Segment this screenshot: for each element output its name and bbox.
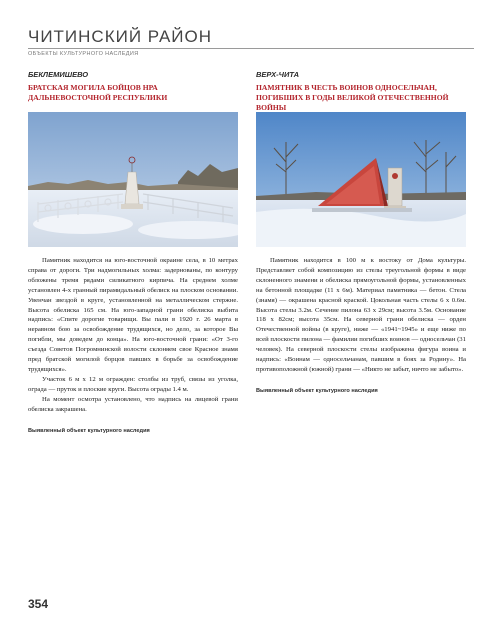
right-photo-image xyxy=(256,112,466,247)
left-monument-heading: БРАТСКАЯ МОГИЛА БОЙЦОВ НРА ДАЛЬНЕВОСТОЧНОЙ РЕСПУБЛИКИ xyxy=(28,83,168,102)
left-article xyxy=(28,70,238,434)
left-photo-mass-grave xyxy=(28,112,238,247)
left-photo-image xyxy=(28,112,238,247)
right-article xyxy=(256,70,466,394)
right-paragraph: Памятник находится в 100 м к востоку от Дома культуры. Представляет собой композицию из стелы треугольной формы в виде склоненного знамени и обелиска прямоугольной формы, установленных на бетонной площадке (11 х 6м). Материал памятника — бетон. Стела (знамя) — окрашена красной краской. Цокольная часть стелы 6 х 0.6м. Высота стелы 3.2м. Сечение пилона 63 х 29см; высота 3.5м. Основание 118 х 82см; высота 35см. На северной грани обелиска — орден Отечественной войны (в круге), ниже — «1941~1945» и еще ниже по всей плоскости пилона — фамилии погибших воинов — односельчан (31 человек). На северной плоскости стелы изображена фигура воина и надпись: «Воинам — односельчанам, павшим в боях за Родину». На противоположной (южной) грани — «Никто не забыт, ничто не забыто». xyxy=(256,257,466,373)
section-subtitle: ОБЪЕКТЫ КУЛЬТУРНОГО НАСЛЕДИЯ xyxy=(28,51,139,57)
right-photo-war-memorial xyxy=(256,112,466,247)
header-rule xyxy=(28,48,474,49)
right-monument-heading: ПАМЯТНИК В ЧЕСТЬ ВОИНОВ ОДНОСЕЛЬЧАН, ПОГИБШИХ В ГОДЫ ВЕЛИКОЙ ОТЕЧЕСТВЕННОЙ ВОЙНЫ xyxy=(256,83,449,112)
right-heritage-note: Выявленный объект культурного наследия xyxy=(256,387,378,394)
left-heritage-note: Выявленный объект культурного наследия xyxy=(28,427,150,434)
left-paragraph: Участок 6 м х 12 м огражден: столбы из труб, связы из уголка, ограда — пруток и плоские круги. Высота ограды 1.4 м. xyxy=(28,375,238,393)
left-place-name: БЕКЛЕМИШЕВО xyxy=(28,70,89,79)
right-place-name: ВЕРХ-ЧИТА xyxy=(256,70,300,79)
left-body-text xyxy=(28,256,238,436)
left-paragraph: На момент осмотра установлено, что надпись на лицевой грани обелиска закрашена. xyxy=(28,395,238,413)
right-body-text xyxy=(256,256,466,397)
page-number: 354 xyxy=(28,597,49,611)
section-title: ЧИТИНСКИЙ РАЙОН xyxy=(28,27,213,46)
left-paragraph: Памятник находится на юго-восточной окраине села, в 10 метрах справа от дороги. Три надмогильных холма: задернованы, по контуру обложены тремя рядами силикатного кирпича. На среднем холме установлен 4-х гранный пирамидальный обелиск на плоском основании. Увенчан звездой в круге, установленной на металлическом стержне. Высота обелиска 165 см. На юго-западной грани обелиска выбита надпись: «Спите дорогие товарищи. Вы пали в 1920 г. 26 марта в неравном бою за освобождение трудящихся, но дело, за которое Вы погибли, мы доведем до конца». На юго-восточной грани: «От 3-го съезда Советов Погромнинской волости склоняем свое Красное знамя пред братской могилой борцов павших в борьбе за освобождение трудящихся». xyxy=(28,257,238,373)
page-header xyxy=(28,28,474,57)
